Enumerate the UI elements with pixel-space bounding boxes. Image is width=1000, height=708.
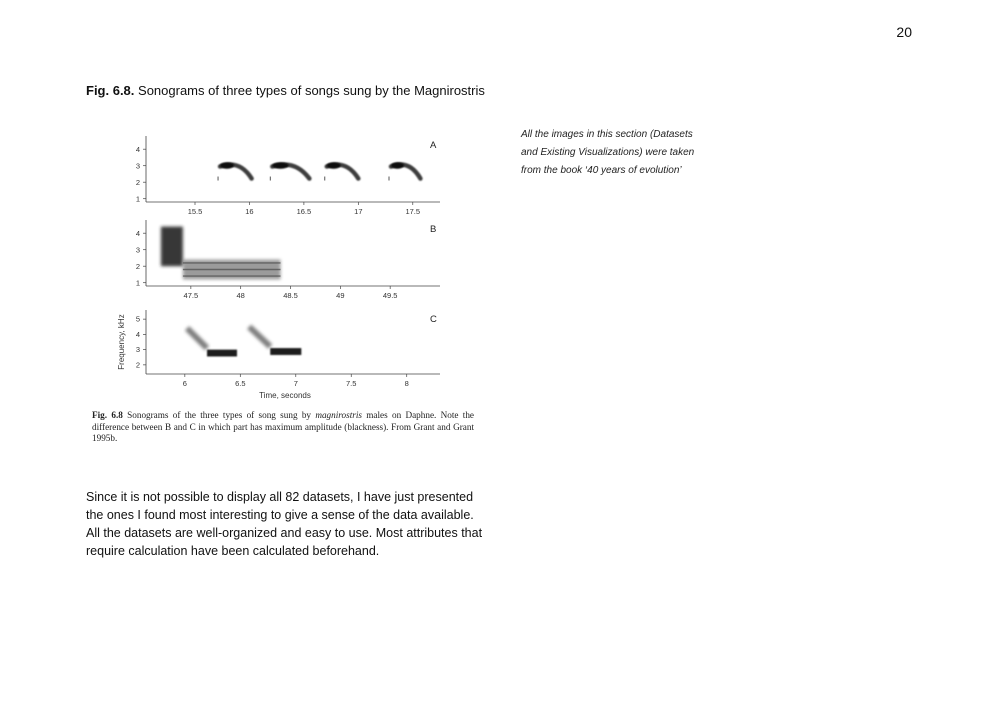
x-tick-label: 7 [293,379,298,388]
x-tick-label: 16 [245,207,254,216]
panel-label: A [430,140,437,151]
x-tick-label: 48.5 [283,291,298,300]
song-note-peak [272,162,288,168]
y-tick-label: 2 [135,360,140,370]
figure-caption [92,410,474,445]
song-sweep [249,327,270,347]
sonogram-chart [90,128,480,408]
song-tail [207,350,237,357]
figure-heading-label: Fig. 6.8. [86,83,135,98]
x-tick-label: 16.5 [296,207,312,216]
panel-c [143,310,440,377]
x-tick-label: 6 [182,379,187,388]
x-tick-label: 8 [404,379,409,388]
x-tick-label: 7.5 [346,379,357,388]
figure-heading-text: Sonograms of three types of songs sung by the Magnirostris [138,83,485,98]
y-tick-label: 4 [135,144,140,154]
x-tick-label: 49.5 [382,291,398,300]
song-note-peak [220,162,234,168]
song-onset-burst [161,227,183,267]
x-tick-label: 17.5 [405,207,421,216]
panel-b [143,220,440,289]
sonogram-figure [90,128,480,450]
page-number: 20 [896,24,912,40]
panel-label: B [430,224,437,235]
y-tick-label: 4 [135,329,140,339]
x-tick-label: 49 [336,291,345,300]
caption-text-1: Sonograms of the three types of song sung by [127,410,312,420]
x-tick-label: 47.5 [183,291,199,300]
figure-heading [86,82,506,100]
panel-a [143,136,440,205]
y-tick-label: 4 [135,228,140,238]
y-axis-title: Frequency, kHz [117,314,126,370]
x-tick-label: 17 [354,207,363,216]
song-note-peak [327,162,341,168]
y-tick-label: 3 [135,245,140,255]
y-tick-label: 5 [135,314,140,324]
x-tick-label: 48 [236,291,245,300]
x-tick-label: 15.5 [187,207,203,216]
caption-text-2: males on Daphne. Note the difference between B and C in which part has maximum amplitude (blackness). From Grant and Grant 1995b. [92,410,475,443]
song-note-peak [391,162,404,168]
song-sweep [187,328,207,348]
y-tick-label: 3 [135,161,140,171]
caption-label: Fig. 6.8 [92,410,123,420]
y-tick-label: 1 [135,194,140,204]
caption-species: magnirostris [315,410,362,420]
y-tick-label: 2 [135,261,140,271]
panel-label: C [430,314,437,325]
y-tick-label: 3 [135,345,140,355]
source-note: All the images in this section (Datasets and Existing Visualizations) were taken from the book ‘40 years of evolution’ [521,129,695,176]
song-tail [270,348,301,355]
y-tick-label: 1 [135,278,140,288]
x-tick-label: 6.5 [235,379,246,388]
y-tick-label: 2 [135,177,140,187]
x-axis-title: Time, seconds [259,391,311,400]
body-paragraph: Since it is not possible to display all 82 datasets, I have just presented the ones I found most interesting to give a sense of the data available. All the datasets are well-organized and easy to use. Most attributes that require calculation have been calculated beforehand. [86,490,483,558]
